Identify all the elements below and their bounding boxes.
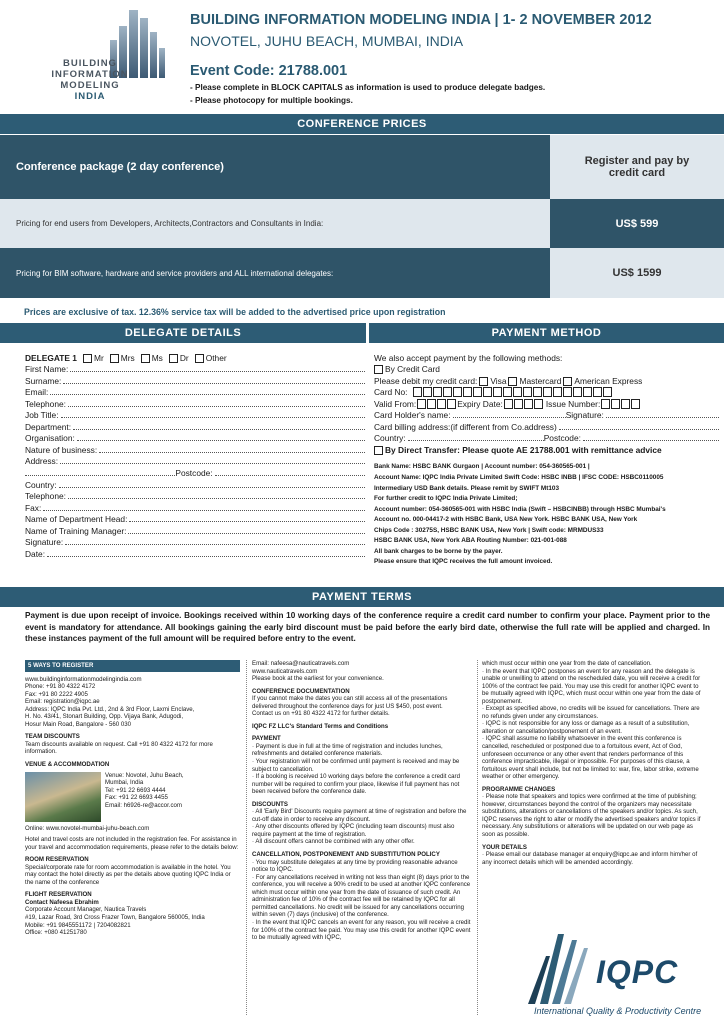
payment-term: · If a booking is received 10 working days before the conference a credit card number will be required to confirm your place, likewise if full payment has not been received before the conference date. bbox=[252, 773, 460, 796]
field-date[interactable] bbox=[25, 547, 365, 559]
register-line[interactable]: Email: registration@iqpc.ae bbox=[25, 698, 100, 706]
note-block-capitals: - Please complete in BLOCK CAPITALS as information is used to produce delegate badges. bbox=[190, 83, 546, 92]
field-surname[interactable] bbox=[25, 374, 365, 386]
discounts-heading: DISCOUNTS bbox=[252, 800, 288, 808]
field-label: Job Title: bbox=[25, 410, 59, 421]
package-label: Conference package (2 day conference) bbox=[16, 161, 224, 173]
payment-terms-text: Payment is due upon receipt of invoice. Bookings received within 10 working days of the conference require a credit card number to confirm your place. Payment prior to the event is mandatory for attendance. All bookings gaining the early bird discount must be paid before the early bird date, otherwise the full rate will be applied and charged. In these instances payment of the full amount will be required before entry to the event. bbox=[25, 611, 710, 643]
field-label: Date: bbox=[25, 548, 46, 559]
visa-checkbox[interactable] bbox=[479, 377, 488, 386]
country-label: Country: bbox=[374, 433, 406, 444]
field-signature[interactable] bbox=[25, 536, 365, 548]
flight-line: Corporate Account Manager, Nautica Travels bbox=[25, 906, 147, 914]
delegate-details-band: DELEGATE DETAILS bbox=[0, 323, 366, 343]
field-training-manager[interactable] bbox=[25, 524, 365, 536]
title-option: Other bbox=[205, 352, 227, 363]
col2-line[interactable]: Email: nafeesa@nauticatravels.com bbox=[252, 660, 350, 667]
team-discounts-text: Team discounts available on request. Call +91 80 4322 4172 for more information. bbox=[25, 740, 213, 756]
flight-line: Mobile: +91 9845551172 | 7204082821 bbox=[25, 921, 131, 929]
documentation-text: If you cannot make the dates you can still access all of the presentations delivered throughout the conference days for just US $450, post event. bbox=[252, 695, 448, 710]
venue-line: Fax: +91 22 6693 4455 bbox=[105, 794, 168, 802]
payment-intro: We also accept payment by the following methods: bbox=[374, 352, 563, 363]
logo-line-3: MODELING bbox=[60, 80, 120, 91]
col2-line: Please book at the earliest for your convenience. bbox=[252, 675, 384, 683]
direct-transfer-row[interactable] bbox=[374, 443, 719, 455]
billing-address-row[interactable] bbox=[374, 420, 719, 432]
policy-term: which must occur within one year from the date of cancellation. bbox=[482, 660, 652, 667]
card-holder-row[interactable] bbox=[374, 409, 719, 421]
field-label: Name of Training Manager: bbox=[25, 525, 127, 536]
debit-label: Please debit my credit card: bbox=[374, 375, 478, 386]
payment-method-band: PAYMENT METHOD bbox=[369, 323, 724, 343]
register-line: Address: IQPC India Pvt. Ltd., 2nd & 3rd Floor, Laxmi Enclave, bbox=[25, 705, 195, 713]
programme-changes-heading: PROGRAMME CHANGES bbox=[482, 785, 556, 793]
venue-line: Tel: +91 22 6693 4444 bbox=[105, 786, 166, 794]
register-line: H. No. 43/41, Stonart Building, Opp. Vijaya Bank, Adugodi, bbox=[25, 713, 184, 721]
prices-table bbox=[0, 135, 724, 298]
cancellation-term: · For any cancellations received in writing not less than eight (8) days prior to the conference, you will receive a 90% credit to be used at another IQPC conference which must occur within one year from the date of issuance of such credit. An administration fee of 10% of the contract fee will be retained by IQPC for all permitted cancellations. No credit will be issued for any cancellations occurring within seven (7) days (inclusive) of the conference. bbox=[252, 873, 471, 919]
postcode-label: Postcode: bbox=[543, 433, 581, 444]
header bbox=[0, 0, 724, 112]
hotel-note: Hotel and travel costs are not included in the registration fee. For assistance in your travel and accommodation requirements, please refer to the details below: bbox=[25, 836, 239, 851]
title-checkbox[interactable] bbox=[110, 354, 119, 363]
field-address[interactable] bbox=[25, 455, 365, 467]
field-label: Fax: bbox=[25, 502, 42, 513]
title-checkbox[interactable] bbox=[195, 354, 204, 363]
bank-line: Bank Name: HSBC BANK Gurgaon | Account number: 054-360565-001 | bbox=[374, 463, 590, 471]
hotel-photo bbox=[25, 772, 101, 822]
card-option: American Express bbox=[574, 375, 643, 386]
iqpc-logo bbox=[520, 926, 720, 1018]
issue-label: Issue Number: bbox=[545, 398, 601, 409]
field-postcode[interactable] bbox=[25, 466, 365, 478]
debit-card-row bbox=[374, 374, 719, 386]
standard-terms-heading: IQPC FZ LLC's Standard Terms and Conditions bbox=[252, 722, 389, 730]
logo-line-4: INDIA bbox=[74, 91, 106, 102]
payment-heading: PAYMENT bbox=[252, 735, 281, 743]
transfer-checkbox[interactable] bbox=[374, 446, 383, 455]
venue-block bbox=[25, 772, 240, 822]
card-no-label: Card No: bbox=[374, 387, 408, 398]
delegate-form bbox=[25, 351, 365, 559]
bank-line: For further credit to IQPC India Private Limited; bbox=[374, 495, 518, 503]
logo-line-2: INFORMATION bbox=[51, 69, 129, 80]
register-label: Register and pay by credit card bbox=[550, 135, 724, 199]
delegate-title-row bbox=[25, 351, 365, 363]
field-email[interactable] bbox=[25, 386, 365, 398]
amex-checkbox[interactable] bbox=[563, 377, 572, 386]
title-checkbox[interactable] bbox=[169, 354, 178, 363]
iqpc-wordmark: IQPC bbox=[596, 954, 679, 990]
field-label: Nature of business: bbox=[25, 444, 98, 455]
field-label: Postcode: bbox=[175, 468, 213, 479]
holder-label: Card Holder's name: bbox=[374, 410, 451, 421]
discount-term: · Any other discounts offered by IQPC (including team discounts) must also require payment at the time of registration. bbox=[252, 823, 455, 838]
register-line: Fax: +91 80 2222 4905 bbox=[25, 690, 88, 698]
ways-to-register-heading: 5 WAYS TO REGISTER bbox=[25, 660, 240, 672]
field-country[interactable] bbox=[25, 478, 365, 490]
field-label: Telephone: bbox=[25, 491, 66, 502]
register-line: Hosur Main Road, Bangalore - 560 030 bbox=[25, 720, 132, 728]
bank-line: Account number: 054-360565-001 with HSBC India (Swift – HSBCINBB) through HSBC Mumbai's bbox=[374, 505, 666, 513]
column-divider bbox=[246, 660, 247, 1015]
transfer-label: By Direct Transfer: Please quote AE 21788.001 with remittance advice bbox=[385, 444, 662, 455]
field-job-title[interactable] bbox=[25, 409, 365, 421]
payment-term: · Your registration will not be confirmed until payment is received and may be subject to cancellation. bbox=[252, 758, 460, 773]
column-register bbox=[25, 660, 240, 937]
payment-terms-band: PAYMENT TERMS bbox=[0, 587, 724, 607]
hotel-online-link[interactable]: Online: www.novotel-mumbai-juhu-beach.com bbox=[25, 824, 150, 832]
discount-term: · All 'Early Bird' Discounts require payment at time of registration and before the cut-off date in order to receive any discount. bbox=[252, 808, 467, 823]
event-code: Event Code: 21788.001 bbox=[190, 63, 348, 79]
your-details-text: · Please email our database manager at enquiry@iqpc.ae and inform him/her of any incorrect details which will be amended accordingly. bbox=[482, 851, 698, 866]
expiry-label: Expiry Date: bbox=[457, 398, 503, 409]
field-telephone-2[interactable] bbox=[25, 490, 365, 502]
documentation-contact: Contact us on +91 80 4322 4172 for further details. bbox=[252, 710, 390, 718]
bank-line: Please ensure that IQPC receives the full amount invoiced. bbox=[374, 558, 553, 566]
valid-from-label: Valid From: bbox=[374, 398, 417, 409]
title-option: Ms bbox=[151, 352, 163, 363]
field-telephone[interactable] bbox=[25, 397, 365, 409]
field-label: Department: bbox=[25, 421, 72, 432]
title-checkbox[interactable] bbox=[141, 354, 150, 363]
cancellation-term: · In the event that IQPC cancels an event for any reason, you will receive a credit for 100% of the contract fee paid. You may use this credit for another IQPC event to be mutually agreed with IQPC, bbox=[252, 918, 471, 942]
field-organisation[interactable] bbox=[25, 432, 365, 444]
signature-label: Signature: bbox=[565, 410, 604, 421]
tax-note: Prices are exclusive of tax. 12.36% service tax will be added to the advertised price upon registration bbox=[24, 307, 446, 317]
bim-india-logo bbox=[30, 8, 180, 108]
field-nature-of-business[interactable] bbox=[25, 443, 365, 455]
bank-line: All bank charges to be borne by the payer. bbox=[374, 547, 503, 555]
venue-line: Email: h6926-re@accor.com bbox=[105, 801, 182, 809]
programme-changes-text: · Please note that speakers and topics were confirmed at the time of publishing; however, circumstances beyond the control of the organizers may necessitate substitutions, alterations or cancellations of the speakers and/or topics. As such, IQPC reserves the right to alter or modify the advertised speakers and/or topics if necessary. Any substitutions or alterations will be updated on our web page as soon as possible. bbox=[482, 793, 701, 839]
title-option: Dr bbox=[179, 352, 189, 363]
price-row-label: Pricing for BIM software, hardware and service providers and ALL international delegates: bbox=[16, 268, 334, 278]
field-department[interactable] bbox=[25, 420, 365, 432]
event-title: BUILDING INFORMATION MODELING INDIA | 1- 2 NOVEMBER 2012 bbox=[190, 12, 652, 28]
billing-label: Card billing address:(if different from Co.address) bbox=[374, 421, 557, 432]
price-value: US$ 599 bbox=[550, 199, 724, 248]
policy-term: · IQPC shall assume no liability whatsoever in the event this conference is cancelled, rescheduled or postponed due to a fortuitous event, Act of God, unforeseen occurrence or any other event that renders performance of this conference impracticable, illegal or impossible. For purposes of this clause, a fortuitous event shall include, but not be limited to: war, fire, labor strike, extreme weather or other emergency. bbox=[482, 735, 699, 781]
policy-term: · Except as specified above, no credits will be issued for cancellations. There are no refunds given under any circumstances. bbox=[482, 705, 700, 720]
flight-line: #19, Lazar Road, 3rd Cross Frazer Town, Bangalore 560005, India bbox=[25, 914, 205, 922]
card-option: Visa bbox=[490, 375, 507, 386]
your-details-heading: YOUR DETAILS bbox=[482, 843, 527, 851]
title-checkbox[interactable] bbox=[83, 354, 92, 363]
register-line[interactable]: www.buildinginformationmodelingindia.com bbox=[25, 675, 142, 683]
team-discounts-heading: TEAM DISCOUNTS bbox=[25, 733, 80, 741]
cancellation-heading: CANCELLATION, POSTPONEMENT AND SUBSTITUTION POLICY bbox=[252, 851, 440, 859]
event-venue: NOVOTEL, JUHU BEACH, MUMBAI, INDIA bbox=[190, 33, 464, 49]
column-policy bbox=[482, 660, 704, 866]
cancellation-term: · You may substitute delegates at any time by providing reasonable advance notice to IQPC. bbox=[252, 858, 458, 874]
field-label: Telephone: bbox=[25, 398, 66, 409]
venue-line: Mumbai, India bbox=[105, 779, 144, 787]
field-label: Name of Department Head: bbox=[25, 514, 128, 525]
documentation-heading: CONFERENCE DOCUMENTATION bbox=[252, 687, 350, 695]
policy-term: · IQPC is not responsible for any loss or damage as a result of a substitution, alteration or cancellation/postponement of an event. bbox=[482, 720, 690, 735]
room-reservation-text: Special/corporate rate for room accommodation is available in the hotel. You may contact the hotel directly as per the details above quoting IQPC India or the name of the conference bbox=[25, 863, 231, 886]
venue-line: Venue: Novotel, Juhu Beach, bbox=[105, 771, 184, 779]
column-divider bbox=[477, 660, 478, 1015]
field-label: First Name: bbox=[25, 364, 69, 375]
price-row bbox=[0, 248, 724, 298]
bank-line: Intermediary USD Bank details. Please remit by SWIFT Mt103 bbox=[374, 484, 560, 492]
bank-line: Chips Code : 30275S, HSBC BANK USA, New York | Swift code: MRMDUS33 bbox=[374, 526, 604, 534]
card-number-row[interactable] bbox=[374, 386, 719, 398]
title-option: Mrs bbox=[120, 352, 135, 363]
room-reservation-heading: ROOM RESERVATION bbox=[25, 856, 89, 864]
bank-line: Account Name: IQPC India Private Limited Swift Code: HSBC INBB | IFSC CODE: HSBC0110005 bbox=[374, 474, 664, 482]
payment-form bbox=[374, 351, 719, 565]
register-line: Phone: +91 80 4322 4172 bbox=[25, 683, 96, 691]
country-row[interactable] bbox=[374, 432, 719, 444]
discount-term: · All discount offers cannot be combined with any other offer. bbox=[252, 838, 415, 846]
card-dates-row[interactable] bbox=[374, 397, 719, 409]
field-label: Surname: bbox=[25, 375, 62, 386]
column-terms bbox=[252, 660, 472, 942]
by-credit-card-row[interactable] bbox=[374, 363, 719, 375]
iqpc-tagline: International Quality & Productivity Centre bbox=[534, 1006, 702, 1016]
field-department-head[interactable] bbox=[25, 513, 365, 525]
field-label: Organisation: bbox=[25, 433, 75, 444]
flight-line: Contact Nafeesa Ebrahim bbox=[25, 898, 99, 906]
col2-line[interactable]: www.nauticatravels.com bbox=[252, 667, 318, 675]
price-row bbox=[0, 199, 724, 248]
field-label: Country: bbox=[25, 479, 57, 490]
price-value: US$ 1599 bbox=[550, 248, 724, 298]
flight-reservation-heading: FLIGHT RESERVATION bbox=[25, 891, 92, 899]
by-card-label: By Credit Card bbox=[385, 364, 440, 375]
note-photocopy: - Please photocopy for multiple bookings. bbox=[190, 96, 353, 105]
title-option: Mr bbox=[93, 352, 104, 363]
flight-line: Office: +080 41251780 bbox=[25, 929, 87, 937]
field-label: Address: bbox=[25, 456, 59, 467]
logo-line-1: BUILDING bbox=[63, 58, 117, 69]
conference-prices-band: CONFERENCE PRICES bbox=[0, 114, 724, 134]
bank-line: HSBC BANK USA, New York ABA Routing Number: 021-001-088 bbox=[374, 537, 567, 545]
field-label: Signature: bbox=[25, 537, 64, 548]
prices-header-row bbox=[0, 135, 724, 199]
field-first-name[interactable] bbox=[25, 363, 365, 375]
delegate-label: DELEGATE 1 bbox=[25, 352, 77, 363]
mastercard-checkbox[interactable] bbox=[508, 377, 517, 386]
by-card-checkbox[interactable] bbox=[374, 365, 383, 374]
venue-heading: VENUE & ACCOMMODATION bbox=[25, 761, 110, 769]
field-fax[interactable] bbox=[25, 501, 365, 513]
price-row-label: Pricing for end users from Developers, Architects,Contractors and Consultants in India: bbox=[16, 219, 324, 228]
bank-line: Account no. 000-04417-2 with HSBC Bank, USA New York. HSBC BANK USA, New York bbox=[374, 516, 638, 524]
policy-term: · In the event that IQPC postpones an event for any reason and the delegate is unable or unwilling to attend on the rescheduled date, you will receive a credit for 100% of the contract fee paid. You may use this credit for another IQPC event to be mutually agreed with IQPC, which must occur within one year from the date of postponement. bbox=[482, 667, 701, 705]
payment-term: · Payment is due in full at the time of registration and includes lunches, refreshments and detailed conference materials. bbox=[252, 742, 443, 758]
card-option: Mastercard bbox=[519, 375, 562, 386]
field-label: Email: bbox=[25, 387, 49, 398]
